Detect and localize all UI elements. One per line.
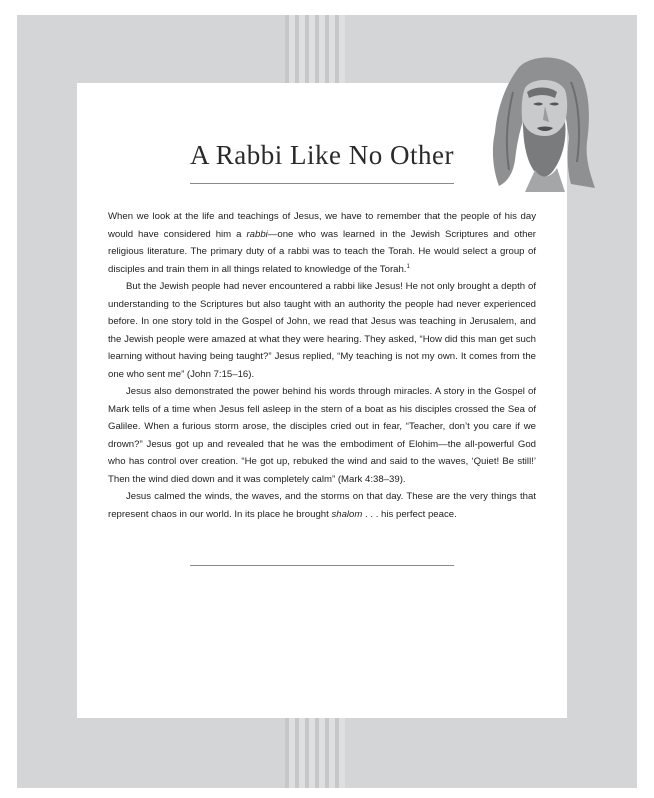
paragraph-4: Jesus calmed the winds, the waves, and the storms on that day. These are the very things that represent chaos in our world. In its place he brought shalom . . . his perfect peace. xyxy=(108,491,536,520)
paragraph-3: Jesus also demonstrated the power behind his words through miracles. A story in the Gospel of Mark tells of a time when Jesus fell asleep in the stern of a boat as his disciples crossed the Sea of Galilee. When a furious storm arose, the disciples cried out in fear, “Teacher, don’t you care if we drown?” Jesus got up and revealed that he was the embodiment of Elohim—the all-powerful God who has control over creation. “He got up, rebuked the wind and said to the waves, ‘Quiet! Be still!’ Then the wind died down and it was completely calm” (Mark 4:38–39). xyxy=(108,386,536,485)
page-title: A Rabbi Like No Other xyxy=(190,140,454,170)
jesus-portrait-illustration xyxy=(487,52,595,192)
decorative-stripes-bottom xyxy=(285,718,345,788)
paragraph-2: But the Jewish people had never encountered a rabbi like Jesus! He not only brought a depth of understanding to the Scriptures but also taught with an authority the people had never experienced before. In one story told in the Gospel of John, we read that Jesus was teaching in Jerusalem, and the Jewish people were amazed at what they were hearing. They asked, “How did this man get such learning without having being taught?” Jesus replied, “My teaching is not my own. It comes from the one who sent me” (John 7:15–16). xyxy=(108,281,536,380)
bottom-divider xyxy=(190,565,454,566)
paragraph-1: When we look at the life and teachings of Jesus, we have to remember that the people of his day would have considered him a rabbi—one who was learned in the Jewish Scriptures and other religious literature. The primary duty of a rabbi was to teach the Torah. He would select a group of disciples and train them in all things related to knowledge of the Torah.$^1$ xyxy=(108,211,536,275)
decorative-stripes-top xyxy=(285,15,345,83)
title-divider xyxy=(190,183,454,184)
body-text xyxy=(108,208,536,523)
footnote-marker: 1 xyxy=(406,263,410,270)
